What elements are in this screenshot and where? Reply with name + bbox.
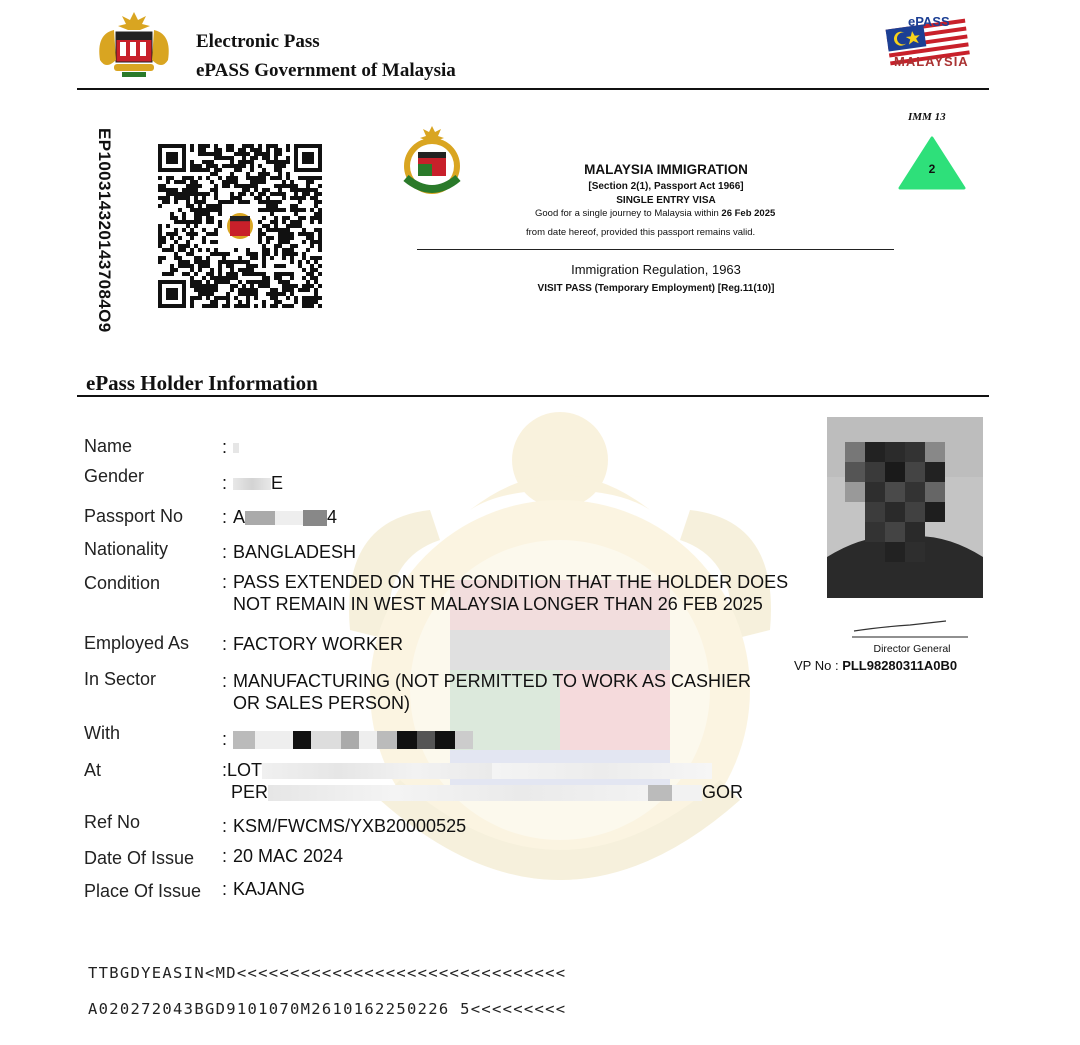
redacted-block xyxy=(672,785,702,801)
section-rule xyxy=(77,395,989,397)
redacted-block xyxy=(435,731,455,749)
passport-value-tail: 4 xyxy=(327,507,338,527)
with-value xyxy=(222,728,473,750)
header-rule xyxy=(77,88,989,90)
pass-type: VISIT PASS (Temporary Employment) [Reg.11(10)] xyxy=(537,283,775,294)
redacted-block xyxy=(341,731,359,749)
at-value xyxy=(222,759,743,803)
separator: : xyxy=(222,437,228,457)
redacted-block xyxy=(455,731,473,749)
mrz-line-1: TTBGDYEASIN<MD<<<<<<<<<<<<<<<<<<<<<<<<<<<<<<< xyxy=(88,964,567,982)
separator: : xyxy=(222,879,228,899)
redacted-block xyxy=(303,510,327,526)
signature xyxy=(850,615,970,639)
separator: : xyxy=(222,473,228,493)
redacted-block xyxy=(377,731,397,749)
condition-line1: PASS EXTENDED ON THE CONDITION THAT THE HOLDER DOES xyxy=(233,572,789,592)
address-line1-head: LOT xyxy=(227,760,263,780)
name-value xyxy=(222,436,239,458)
redacted-block xyxy=(275,511,303,525)
separator: : xyxy=(222,671,228,691)
passport-label: Passport No xyxy=(84,506,184,526)
crest-watermark xyxy=(320,400,790,920)
validity-line xyxy=(535,208,775,219)
sector-value xyxy=(222,670,751,714)
address-line2-head: PER xyxy=(231,782,269,802)
regulation-title: Immigration Regulation, 1963 xyxy=(571,262,741,277)
condition-label: Condition xyxy=(84,573,161,593)
header-title-line1: Electronic Pass xyxy=(196,31,320,52)
sector-line2: OR SALES PERSON) xyxy=(233,693,411,713)
at-label: At xyxy=(84,760,102,780)
redacted-block xyxy=(492,763,712,779)
employed-label: Employed As xyxy=(84,633,190,653)
immigration-crest xyxy=(398,124,466,196)
redacted-block xyxy=(359,731,377,749)
employed-text: FACTORY WORKER xyxy=(233,634,404,654)
nationality-value xyxy=(222,541,356,563)
validity-suffix: from date hereof, provided this passport remains valid. xyxy=(526,227,756,238)
place-text: KAJANG xyxy=(233,879,306,899)
redacted-block xyxy=(293,731,311,749)
with-label: With xyxy=(84,723,120,743)
form-code: IMM 13 xyxy=(908,111,946,123)
passport-value-head: A xyxy=(233,507,246,527)
qr-center-crest xyxy=(222,204,258,248)
qr-finder xyxy=(158,144,186,172)
date-text: 20 MAC 2024 xyxy=(233,846,344,866)
redacted-block xyxy=(311,731,341,749)
redacted-block xyxy=(245,511,275,525)
separator: : xyxy=(222,846,228,866)
qr-code xyxy=(158,144,322,308)
epass-logo-subtext: MALAYSIA xyxy=(894,54,969,69)
separator: : xyxy=(222,542,228,562)
visa-block-rule xyxy=(417,249,894,250)
separator: : xyxy=(222,507,228,527)
sector-line1: MANUFACTURING (NOT PERMITTED TO WORK AS CASHIER xyxy=(233,671,752,691)
redacted-block xyxy=(397,731,417,749)
condition-line2: NOT REMAIN IN WEST MALAYSIA LONGER THAN 26 FEB 2025 xyxy=(233,594,763,614)
date-value xyxy=(222,845,343,867)
redacted-block xyxy=(262,763,492,779)
sector-label: In Sector xyxy=(84,669,157,689)
vp-value: PLL98280311A0B0 xyxy=(842,658,958,673)
date-label: Date Of Issue xyxy=(84,848,195,868)
section-title: ePass Holder Information xyxy=(86,371,318,395)
malaysia-crest-logo xyxy=(92,10,176,80)
ref-text: KSM/FWCMS/YXB20000525 xyxy=(233,816,467,836)
redacted-block xyxy=(255,731,293,749)
separator: : xyxy=(222,760,228,780)
separator: : xyxy=(222,729,228,749)
place-label: Place Of Issue xyxy=(84,881,202,901)
gender-value-tail: E xyxy=(271,473,284,493)
gender-value xyxy=(222,472,283,494)
separator: : xyxy=(222,634,228,654)
nationality-text: BANGLADESH xyxy=(233,542,357,562)
name-label: Name xyxy=(84,436,133,456)
redacted-block xyxy=(233,731,255,749)
validity-prefix: Good for a single journey to Malaysia within xyxy=(535,208,719,219)
epass-logo-text: ePASS xyxy=(908,14,950,29)
vp-label: VP No : xyxy=(794,658,839,673)
employed-value xyxy=(222,633,403,655)
ref-value xyxy=(222,815,466,837)
mrz-line-2: A020272043BGD9101070M2610162250226 5<<<<<<<<< xyxy=(88,1000,567,1018)
redacted-block xyxy=(268,785,648,801)
place-value xyxy=(222,878,305,900)
redacted-block xyxy=(233,478,271,490)
qr-finder xyxy=(158,280,186,308)
qr-finder xyxy=(294,144,322,172)
validity-date: 26 Feb 2025 xyxy=(721,208,776,219)
holder-photo xyxy=(827,417,983,598)
epass-malaysia-logo xyxy=(884,14,972,74)
redacted-block xyxy=(233,443,239,453)
gender-label: Gender xyxy=(84,466,145,486)
ref-label: Ref No xyxy=(84,812,141,832)
redacted-block xyxy=(648,785,672,801)
passport-value xyxy=(222,506,337,528)
entry-badge-number: 2 xyxy=(928,162,936,176)
condition-value xyxy=(222,571,788,615)
nationality-label: Nationality xyxy=(84,539,169,559)
vp-number xyxy=(794,658,957,673)
separator: : xyxy=(222,816,228,836)
visa-type: SINGLE ENTRY VISA xyxy=(616,195,716,206)
redacted-block xyxy=(417,731,435,749)
signature-caption: Director General xyxy=(873,643,951,655)
immigration-title: MALAYSIA IMMIGRATION xyxy=(584,162,748,177)
header-title-line2: ePASS Government of Malaysia xyxy=(196,60,456,81)
address-line2-tail: GOR xyxy=(702,782,744,802)
passport-act-section: [Section 2(1), Passport Act 1966] xyxy=(588,181,744,192)
separator: : xyxy=(222,572,228,592)
